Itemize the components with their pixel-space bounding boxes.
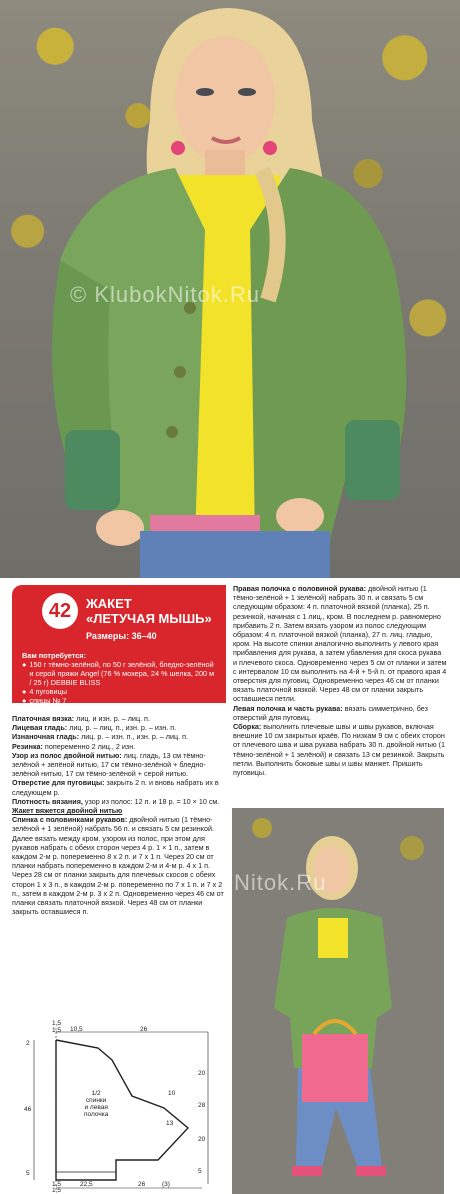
paragraph: Сборка: выполнить плечевые швы и швы рукавов, включая внешние 10 см закрытых краёв. По низкам 9 см с обеих сторон от плечевого шва и шва рукава набрать 30 п. двойной нитью (1 тёмно-зелёной + 1 зелёной) и связать 13 см резинкой. Закрыть петли. Выполнить боковые швы и швы манжет. Пришить пуговицы. [233,722,446,778]
watermark: Nitok.Ru [234,870,327,895]
bullet-icon: ● [22,660,27,669]
top-photo [0,0,460,578]
materials-block [22,651,218,705]
paragraph: Резинка: попеременно 2 лиц., 2 изн. [12,741,136,751]
paragraph: Узор из полос двойной нитью: лиц. гладь, 13 см тёмно-зелёной + зелёной нитью, 17 см тёмно-зелёной + бледно-зелёной нитью, 17 см тёмно-зелёной + серой нитью. [12,750,206,779]
bullet-icon: ● [22,696,27,705]
paragraph: Плотность вязания, узор из полос: 12 п. и 18 р. = 10 × 10 см. [12,796,220,806]
pattern-number-badge: 42 [42,593,78,629]
paragraph: Лицевая гладь: лиц. р. – лиц. п., изн. р. – изн. п. [12,723,177,733]
pattern-title-line1: ЖАКЕТ [86,596,132,611]
materials-item: ● 150 г тёмно-зелёной, по 50 г зелёной, бледно-зелёной и серой пряжи Angel (76 % мохера, 24 % шелка, 200 м / 25 г) DEBBIE BLISS [22,660,215,687]
model-photo-illustration [232,808,444,1194]
bottom-photo [232,808,444,1194]
pattern-sizes: Размеры: 36–40 [86,631,157,641]
left-column-text [12,714,226,916]
materials-item: ● спицы № 7 [22,696,67,705]
right-column-text [233,584,447,777]
paragraph: Платочная вязка: лиц. и изн. р. – лиц. п. [12,714,150,723]
watermark: © KlubokNitok.Ru [70,282,260,307]
paragraph: Изнаночная гладь: лиц. р. – изн. п., изн. р. – лиц. п. [12,732,189,742]
section-heading: Жакет вяжется двойной нитью [12,806,123,816]
bullet-icon: ● [22,687,27,696]
materials-item: ● 4 пуговицы [22,687,68,696]
pattern-title-line2: «ЛЕТУЧАЯ МЫШЬ» [86,611,212,626]
paragraph: Отверстие для пуговицы: закрыть 2 п. и вновь набрать их в следующем р. [12,778,219,797]
materials-heading: Вам потребуется: [22,651,86,660]
schematic-labels: 1,5 1,5 10,5 26 2 46 5 20 28 20 5 10 13 22,5 26 (3) 1,5 1,5 1/2 спинки и левая полочка [24,1020,206,1194]
paragraph: Спинка с половинками рукавов: двойной нитью (1 тёмно-зелёной + 1 зелёной) набрать 56 п. и связать 5 см резинкой. Далее вязать между кром. узором из полос, при этом для рукавов набрать с обеих сторон через 4 р. 1 × 1 п., затем в каждом 2-м р. попеременно 8 x 2 п. и 7 x 1 п. Через 20 см от планки набрать попеременно в каждом 2-м и 4-м р. 4 x 1 п. Через 28 см от планки закрыть для плечевых скосов с обеих сторон 1 x 3 п., в каждом 2-м р. попеременно по 7 x 1 п. и 7 x 2 п., затем в каждом 2-м р. 3 x 2 п. Одновременно через 46 см от планки связать платочной вязкой. Через 48 см от планки закрыть оставшиеся п. [12,815,224,917]
schematic-piece-label: 1/2 спинки и левая полочка [84,1090,109,1118]
paragraph: Правая полочка с половиной рукава: двойной нитью (1 тёмно-зелёной + 1 зелёной) набрать 30 п. и связать 5 см следующим образом: 4 п. платочной вязкой (планка), 25 п. резинкой, начиная с 1 лиц., кром. В последнем р. равномерно прибавить 2 п. Затем вязать узором из полос следующим образом: 4 п. платочной вязкой (планка), 27 п. лиц. гладью, кром. На высоте спинки аналогично выполнить у левого края прибавления для рукава, а затем убавления для скоса рукава и плечевого скоса. Одновременно через 5 см от планки и затем с интервалом 10 см выполнить на 4-й + 5-й п. от правого края 4 отверстия для пуговиц. Одновременно через 46 см от планки вязать платочной вязкой. Через 48 см от планки закрыть оставшиеся петли. [233,584,447,704]
paragraph: Левая полочка и часть рукава: вязать симметрично, без отверстий для пуговиц. [233,703,428,722]
